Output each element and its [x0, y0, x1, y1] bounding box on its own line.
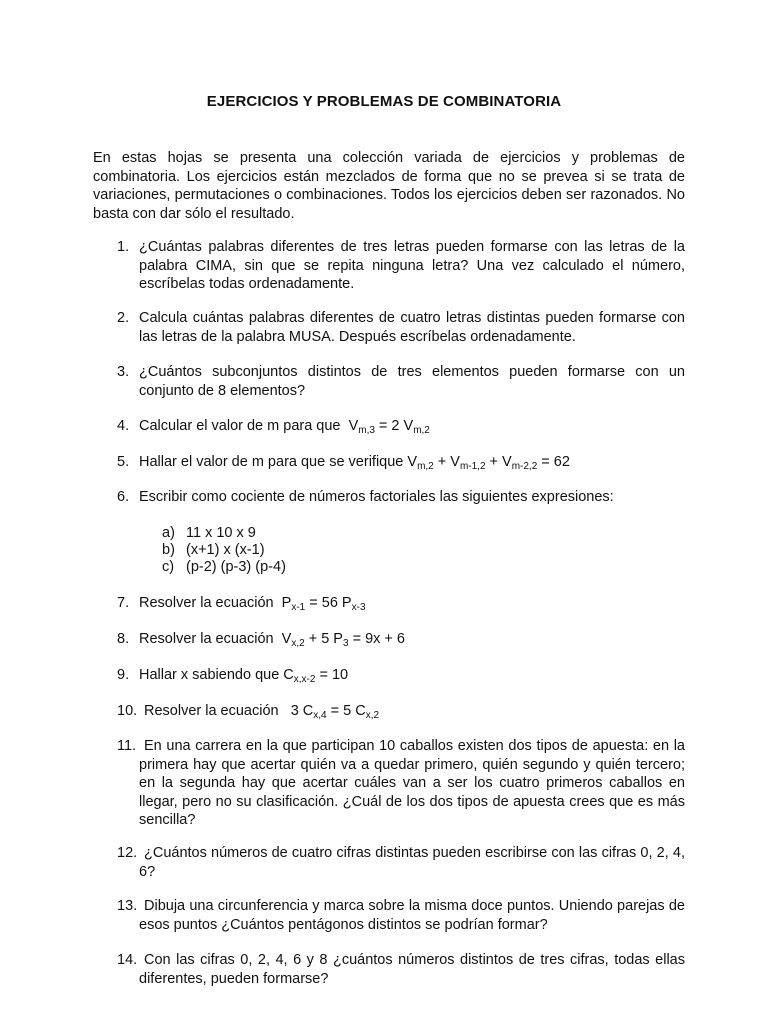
exercise-text: Dibuja una circunferencia y marca sobre la misma doce puntos. Uniendo parejas de esos puntos ¿Cuántos pentágonos distintos se podrían formar? [139, 898, 685, 933]
sub-item-text: (x+1) x (x-1) [186, 542, 265, 558]
exercise-number: 1. [117, 239, 130, 255]
exercise-9 [117, 666, 685, 685]
sub-item-letter: b) [162, 542, 175, 558]
exercise-text: ¿Cuántas palabras diferentes de tres letras pueden formarse con las letras de la palabra CIMA, sin que se repita ninguna letra? Una vez calculado el número, escríbelas todas ordenadamente. [139, 239, 685, 292]
formula: $V_{m,3} = 2$ $V_{m,2}$ [348, 418, 430, 436]
exercise-text: Resolver la ecuación [139, 631, 274, 647]
exercise-5 [117, 453, 685, 472]
exercise-text: Hallar el valor de m para que se verifique [139, 454, 404, 470]
exercise-number: 11. [117, 738, 137, 754]
exercise-text: En una carrera en la que participan 10 caballos existen dos tipos de apuesta: en la primera hay que acertar quién va a quedar primero, quién segundo y quién tercero; en la segunda hay que acertar cuáles van a ser los cuatro primeros caballos en llegar, pero no su clasificación. ¿Cuál de los dos tipos de apuesta crees que es más sencilla? [139, 738, 685, 828]
exercise-7 [117, 594, 685, 613]
exercise-14 [117, 951, 685, 988]
exercise-text: Calcular el valor de m para que [139, 418, 341, 434]
exercise-number: 6. [117, 489, 130, 505]
sub-item-text: (p-2) (p-3) (p-4) [186, 559, 286, 575]
page-title: EJERCICIOS Y PROBLEMAS DE COMBINATORIA [206, 93, 562, 110]
exercise-12 [117, 844, 685, 881]
formula: $V_{x,2} + 5$ $P_3 = 9x + 6$ [281, 631, 405, 649]
exercise-1 [117, 238, 685, 294]
exercise-text: Hallar x sabiendo que [139, 667, 280, 683]
exercise-2 [117, 309, 685, 346]
sub-item-a [162, 524, 462, 543]
exercise-6 [117, 488, 685, 507]
exercise-13 [117, 897, 685, 934]
exercise-text: ¿Cuántos subconjuntos distintos de tres elementos pueden formarse con un conjunto de 8 elementos? [139, 364, 685, 399]
exercise-text: Calcula cuántas palabras diferentes de cuatro letras distintas pueden formarse con las letras de la palabra MUSA. Después escríbelas ordenadamente. [139, 310, 685, 345]
exercise-number: 14. [117, 952, 138, 968]
sub-item-letter: c) [162, 559, 175, 575]
exercise-number: 13. [117, 898, 138, 914]
exercise-text: ¿Cuántos números de cuatro cifras distintas pueden escribirse con las cifras 0, 2, 4, 6? [139, 845, 685, 880]
formula: $V_{m,2} + V_{m-1,2} + V_{m-2,2} = 62$ [407, 454, 570, 472]
sub-item-text: 11 x 10 x 9 [186, 525, 256, 541]
exercise-text: Resolver la ecuación [144, 703, 279, 719]
exercise-8 [117, 630, 685, 649]
exercise-number: 10. [117, 703, 138, 719]
exercise-number: 12. [117, 845, 138, 861]
sub-item-b [162, 541, 462, 560]
exercise-4 [117, 417, 685, 436]
sub-item-c [162, 558, 462, 577]
exercise-number: 7. [117, 595, 130, 611]
exercise-number: 9. [117, 667, 130, 683]
exercise-text: Con las cifras 0, 2, 4, 6 y 8 ¿cuántos números distintos de tres cifras, todas ellas diferentes, pueden formarse? [139, 952, 685, 987]
exercise-3 [117, 363, 685, 400]
exercise-number: 2. [117, 310, 130, 326]
formula: 3 $C_{x,4} = 5$ $C_{x,2}$ [290, 703, 380, 721]
intro-paragraph: En estas hojas se presenta una colección variada de ejercicios y problemas de combinatoria. Los ejercicios están mezclados de forma que no se prevea si se trata de variaciones, permutaciones o combinaciones. Todos los ejercicios deben ser razonados. No basta con dar sólo el resultado. [93, 150, 685, 222]
exercise-text: Escribir como cociente de números factoriales las siguientes expresiones: [139, 489, 614, 505]
exercise-number: 4. [117, 418, 130, 434]
exercise-number: 5. [117, 454, 130, 470]
exercise-number: 3. [117, 364, 130, 380]
exercise-10 [117, 702, 685, 721]
exercise-text: Resolver la ecuación [139, 595, 274, 611]
sub-item-letter: a) [162, 525, 175, 541]
formula: $P_{x-1} = 56$ $P_{x-3}$ [281, 595, 366, 613]
formula: $C_{x,x-2} = 10$ [283, 667, 349, 685]
exercise-11 [117, 737, 685, 830]
exercise-number: 8. [117, 631, 130, 647]
